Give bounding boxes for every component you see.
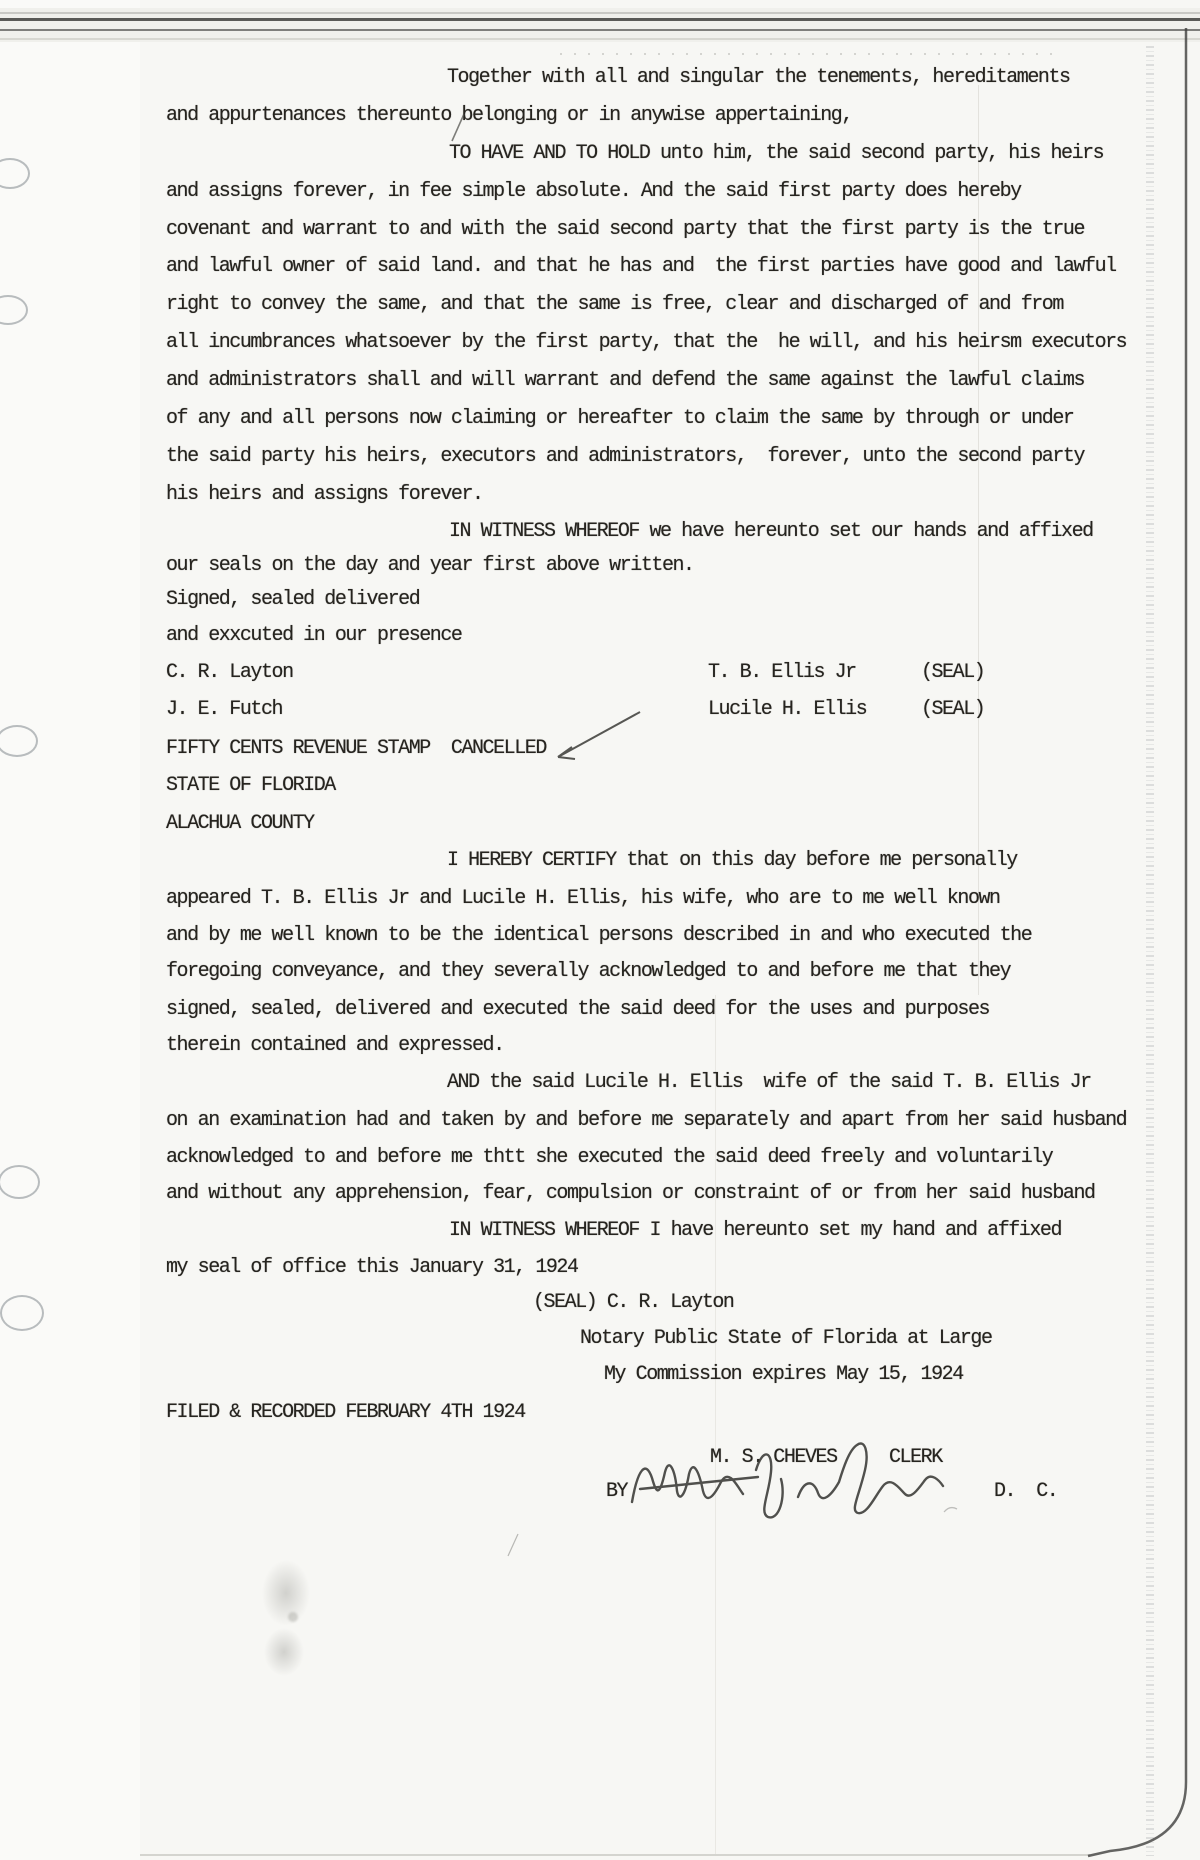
document-line-segment: Together with all and singular the tenements, hereditaments (447, 66, 1070, 89)
document-line-segment: IN WITNESS WHEREOF I have hereunto set my hand and affixed (449, 1219, 1062, 1242)
document-line-segment: appeared T. B. Ellis Jr and Lucile H. Ellis, his wife, who are to me well known (166, 887, 1000, 910)
document-line-segment: and assigns forever, in fee simple absolute. And the said first party does hereby (166, 180, 1021, 203)
document-line-segment: My Commission expires May 15, 1924 (604, 1363, 963, 1386)
document-line-segment: on an examination had and taken by and before me separately and apart from her said husband (166, 1109, 1127, 1132)
document-line-segment: Notary Public State of Florida at Large (580, 1327, 992, 1350)
document-line-segment: of any and all persons now claiming or hereafter to claim the same by through or under (166, 407, 1074, 430)
document-line-segment: FIFTY CENTS REVENUE STAMP CANCELLED (166, 737, 546, 760)
stray-slash-mark (452, 114, 464, 141)
document-line-segment: CLERK (889, 1446, 942, 1469)
document-line-segment: foregoing conveyance, and they severally acknowledged to and before me that they (166, 960, 1011, 983)
document-line-segment: and appurtenances thereunto belonging or in anywise appertaining, (166, 104, 852, 127)
document-line-segment: M. S. CHEVES (710, 1446, 837, 1469)
document-line-segment: FILED & RECORDED FEBRUARY 4TH 1924 (166, 1401, 525, 1424)
document-line-segment: therein contained and expressed. (166, 1034, 504, 1057)
document-line-segment: and lawful owner of said land. and that he has and the first parties have good and lawful (166, 255, 1116, 278)
document-line-segment: my seal of office this January 31, 1924 (166, 1256, 578, 1279)
document-line-segment: and exxcuted in our presence (166, 624, 462, 647)
document-line-segment: acknowledged to and before me thtt she executed the said deed freely and voluntarily (166, 1146, 1053, 1169)
document-line-segment: right to convey the same, and that the same is free, clear and discharged of and from (166, 293, 1063, 316)
document-line-segment: C. R. Layton (166, 661, 293, 684)
clerk-signature-mark (632, 1444, 943, 1518)
document-line-segment: and by me well known to be the identical persons described in and who executed the (166, 924, 1032, 947)
document-line-segment: (SEAL) (921, 661, 985, 684)
document-line-segment: all incumbrances whatsoever by the first party, that the he will, and his heirsm executors (166, 331, 1127, 354)
document-line-segment: BY (606, 1480, 628, 1503)
document-line-segment: IN WITNESS WHEREOF we have hereunto set our hands and affixed (449, 520, 1093, 543)
document-line-segment: T. B. Ellis Jr (708, 661, 856, 684)
stray-slash-mark (508, 1534, 518, 1556)
document-line-segment: TO HAVE AND TO HOLD unto him, the said second party, his heirs (449, 142, 1104, 165)
document-line-segment: Signed, sealed delivered (166, 588, 420, 611)
cancel-check-arrow-mark (558, 712, 640, 759)
document-line-segment: D. C. (994, 1480, 1058, 1503)
document-line-segment: STATE OF FLORIDA (166, 774, 335, 797)
document-line-segment: and administrators shall and will warrant and defend the same against the lawful claims (166, 369, 1085, 392)
document-line-segment: (SEAL) (921, 698, 985, 721)
document-line-segment: covenant and warrant to and with the said second party that the first party is the true (166, 218, 1085, 241)
document-line-segment: I HEREBY CERTIFY that on this day before me personally (447, 849, 1017, 872)
adjacent-page-edge-line (1088, 28, 1186, 1856)
document-line-segment: our seals on the day and year first above written. (166, 554, 694, 577)
stray-squiggle-mark (944, 1508, 957, 1512)
document-line-segment: J. E. Futch (166, 698, 283, 721)
document-line-segment: ALACHUA COUNTY (166, 812, 314, 835)
document-line-segment: (SEAL) C. R. Layton (533, 1291, 734, 1314)
document-line-segment: AND the said Lucile H. Ellis wife of the said T. B. Ellis Jr (447, 1071, 1091, 1094)
document-line-segment: his heirs and assigns forever. (166, 483, 483, 506)
document-line-segment: and without any apprehension, fear, compulsion or constraint of or from her said husband (166, 1182, 1095, 1205)
document-line-segment: signed, sealed, delivered and executed the said deed for the uses and purposes (166, 998, 990, 1021)
document-line-segment: the said party his heirs, executors and administrators, forever, unto the second party (166, 445, 1085, 468)
document-line-segment: Lucile H. Ellis (708, 698, 867, 721)
